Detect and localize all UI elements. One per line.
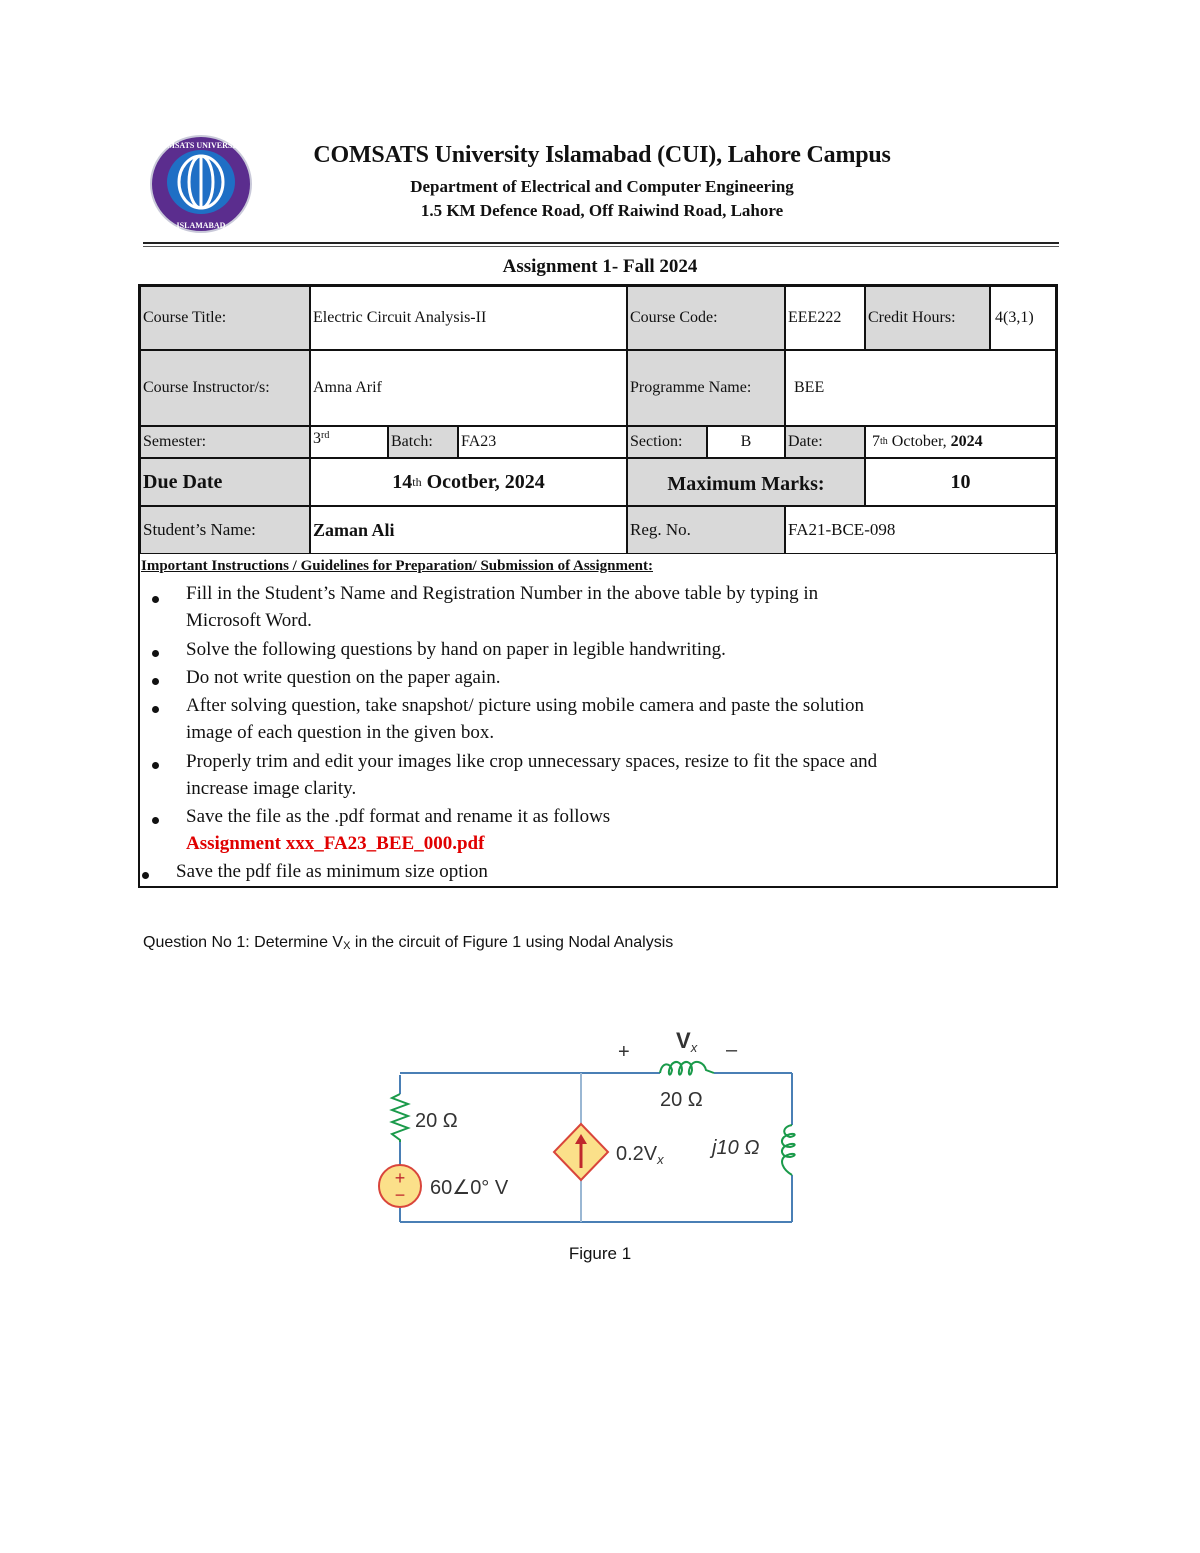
campus-address: 1.5 KM Defence Road, Off Raiwind Road, Lahore <box>420 201 784 220</box>
instructions-heading: Important Instructions / Guidelines for Preparation/ Submission of Assignment: <box>141 558 653 574</box>
section-label: Section: <box>627 426 707 458</box>
minus-sign: – <box>726 1039 738 1061</box>
section-value[interactable]: B <box>707 426 785 458</box>
instructor-label: Course Instructor/s: <box>140 350 310 426</box>
reg-no-label: Reg. No. <box>627 506 785 554</box>
figure-caption: Figure 1 <box>568 1244 632 1263</box>
course-title-value[interactable]: Electric Circuit Analysis-II <box>310 286 627 350</box>
inductor-icon <box>660 1062 714 1075</box>
programme-label: Programme Name: <box>627 350 785 426</box>
bullet-icon <box>152 650 159 657</box>
instruction-item-6: Save the file as the .pdf format and rename it as follows Assignment xxx_FA23_BEE_000.pdf <box>186 803 610 857</box>
dependent-current-source-icon <box>554 1124 608 1180</box>
question-1: Question No 1: Determine VX in the circuit of Figure 1 using Nodal Analysis <box>143 934 674 952</box>
course-code-label: Course Code: <box>627 286 785 350</box>
resistor-icon <box>392 1094 408 1142</box>
svg-text:−: − <box>394 1185 406 1205</box>
batch-label: Batch: <box>388 426 458 458</box>
instruction-item-5: Properly trim and edit your images like crop unnecessary spaces, resize to fit the space and increase image clarity. <box>186 751 878 799</box>
assignment-title: Assignment 1- Fall 2024 <box>502 256 698 277</box>
vx-label: Vx <box>676 1028 698 1055</box>
bullet-icon <box>142 872 149 879</box>
university-name: COMSATS University Islamabad (CUI), Lahore Campus <box>313 142 891 168</box>
instruction-item-1: Fill in the Student’s Name and Registration Number in the above table by typing in Microsoft Word. <box>186 583 819 631</box>
header-divider <box>143 242 1059 244</box>
angle-symbol: ∠ <box>452 1177 471 1199</box>
svg-text:60∠0° V: 60∠0° V <box>430 1177 509 1199</box>
semester-label: Semester: <box>140 426 310 458</box>
course-info-table <box>138 284 1058 888</box>
logo-ring-text: COMSATS UNIVERSITY <box>155 141 247 150</box>
instructor-value[interactable]: Amna Arif <box>310 350 627 426</box>
programme-value[interactable]: BEE <box>785 350 1056 426</box>
svg-text:j10 Ω: j10 Ω <box>712 1137 760 1159</box>
credit-hours-value[interactable]: 4(3,1) <box>990 286 1056 350</box>
max-marks-value: 10 <box>865 458 1056 506</box>
student-name-label: Student’s Name: <box>140 506 310 554</box>
filename-format: Assignment xxx_FA23_BEE_000.pdf <box>186 833 485 854</box>
instruction-item-7: Save the pdf file as minimum size option <box>176 861 488 882</box>
header-divider-thin <box>143 246 1059 247</box>
instruction-item-2: Solve the following questions by hand on paper in legible handwriting. <box>186 639 726 660</box>
date-value[interactable]: 7 th October, 2024 <box>865 426 1056 458</box>
max-marks-label: Maximum Marks: <box>627 458 865 506</box>
date-label: Date: <box>785 426 865 458</box>
semester-value[interactable]: 3 rd <box>310 426 388 458</box>
bullet-icon <box>152 817 159 824</box>
department-name: Department of Electrical and Computer Engineering <box>410 177 794 196</box>
credit-hours-label: Credit Hours: <box>865 286 990 350</box>
bullet-icon <box>152 762 159 769</box>
due-date-label: Due Date <box>140 458 310 506</box>
course-title-label: Course Title: <box>140 286 310 350</box>
instruction-item-4: After solving question, take snapshot/ picture using mobile camera and paste the solution image of each question in the given box. <box>186 695 865 743</box>
svg-text:0.2Vx: $0.2V_x$ <box>616 1143 664 1167</box>
svg-text:+: + <box>394 1168 406 1188</box>
bullet-icon <box>152 678 159 685</box>
inductor-icon <box>782 1125 795 1175</box>
svg-text:ISLAMABAD: ISLAMABAD <box>176 221 226 230</box>
bullet-icon <box>152 706 159 713</box>
voltage-source-icon <box>379 1165 421 1207</box>
course-code-value[interactable]: EEE222 <box>785 286 865 350</box>
instruction-item-3: Do not write question on the paper again. <box>186 667 501 688</box>
batch-value[interactable]: FA23 <box>458 426 627 458</box>
svg-text:20 Ω: 20 Ω <box>415 1110 458 1132</box>
bullet-icon <box>152 596 159 603</box>
student-name-input[interactable]: Zaman Ali <box>310 506 627 554</box>
plus-sign: + <box>618 1041 630 1063</box>
circuit-diagram <box>370 1020 830 1235</box>
svg-text:20 Ω: 20 Ω <box>660 1089 703 1111</box>
reg-no-input[interactable]: FA21-BCE-098 <box>785 506 1056 554</box>
university-logo <box>148 134 254 234</box>
due-date-value: 14 th Ocotber, 2024 <box>310 458 627 506</box>
